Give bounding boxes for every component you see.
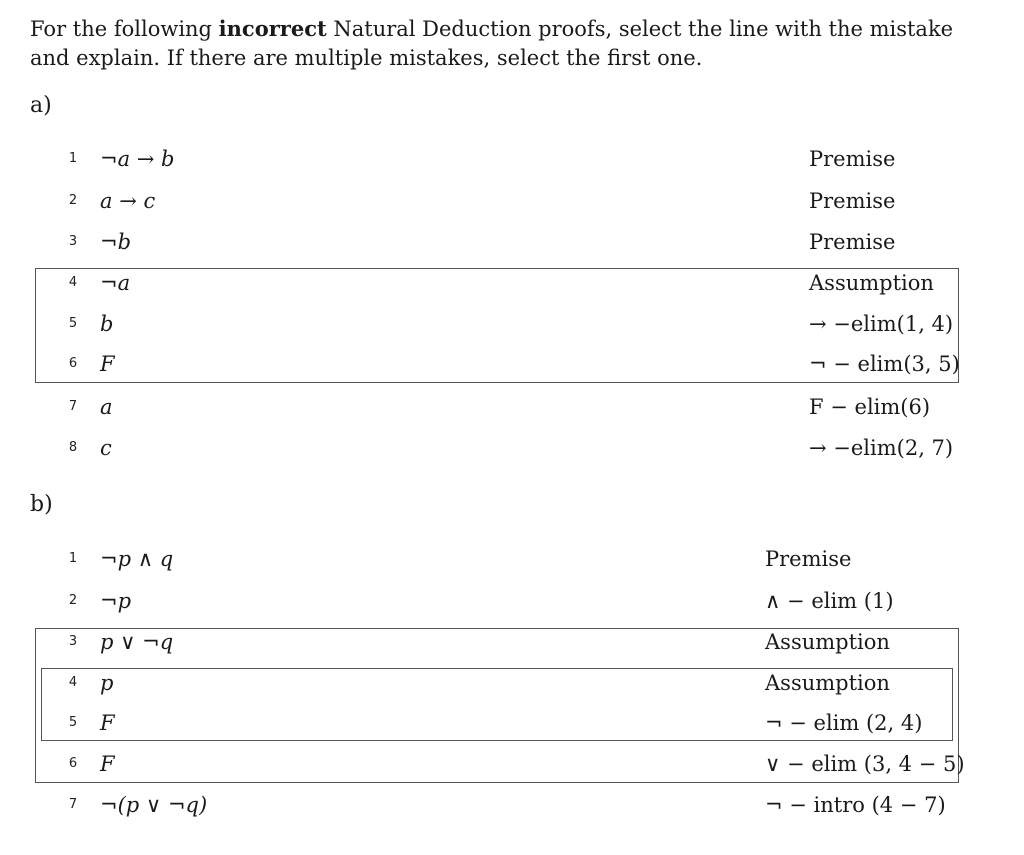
line-number: 5 xyxy=(68,715,78,730)
line-formula: F xyxy=(100,752,115,776)
line-number: 1 xyxy=(68,151,78,166)
line-number: 5 xyxy=(68,316,78,331)
line-number: 7 xyxy=(68,399,78,414)
line-justification: Premise xyxy=(809,147,896,171)
line-number: 4 xyxy=(68,675,78,690)
instructions-after-bold: Natural Deduction proofs, select the line with the mistake and explain. If there are multiple mistakes, select the first one. xyxy=(30,17,954,70)
line-justification: Premise xyxy=(765,547,852,571)
line-justification: → −elim(1, 4) xyxy=(809,312,954,336)
line-formula: F xyxy=(100,711,115,735)
instructions-text xyxy=(30,14,990,73)
line-justification: Premise xyxy=(809,230,896,254)
line-formula: ¬a → b xyxy=(100,147,175,171)
line-number: 6 xyxy=(68,356,78,371)
instructions-before-bold: For the following xyxy=(30,17,219,41)
line-formula: F xyxy=(100,352,115,376)
line-formula: ¬a xyxy=(100,271,131,295)
line-formula: ¬(p ∨ ¬q) xyxy=(100,793,208,817)
line-number: 2 xyxy=(68,193,78,208)
line-formula: a → c xyxy=(100,189,156,213)
line-number: 4 xyxy=(68,275,78,290)
line-formula: c xyxy=(100,436,112,460)
line-formula: ¬p xyxy=(100,589,132,613)
line-justification: Assumption xyxy=(809,271,934,295)
line-number: 3 xyxy=(68,634,78,649)
line-formula: ¬p ∧ q xyxy=(100,547,174,571)
proof-a-label: a) xyxy=(30,93,52,118)
line-justification: Premise xyxy=(809,189,896,213)
line-formula: ¬b xyxy=(100,230,132,254)
line-justification: ¬ − intro (4 − 7) xyxy=(765,793,946,817)
line-justification: ∧ − elim (1) xyxy=(765,589,894,613)
line-number: 2 xyxy=(68,593,78,608)
proof-b-label: b) xyxy=(30,492,53,517)
line-number: 1 xyxy=(68,551,78,566)
line-number: 7 xyxy=(68,797,78,812)
line-formula: p xyxy=(100,671,114,695)
line-justification: Assumption xyxy=(765,671,890,695)
line-number: 8 xyxy=(68,440,78,455)
line-justification: Assumption xyxy=(765,630,890,654)
line-formula: a xyxy=(100,395,113,419)
line-formula: b xyxy=(100,312,114,336)
line-justification: ¬ − elim (2, 4) xyxy=(765,711,923,735)
line-number: 3 xyxy=(68,234,78,249)
line-justification: ¬ − elim(3, 5) xyxy=(809,352,960,376)
line-formula: p ∨ ¬q xyxy=(100,630,174,654)
line-justification: ∨ − elim (3, 4 − 5) xyxy=(765,752,965,776)
line-justification: → −elim(2, 7) xyxy=(809,436,954,460)
line-justification: F − elim(6) xyxy=(809,395,931,419)
line-number: 6 xyxy=(68,756,78,771)
instructions-bold-word: incorrect xyxy=(218,16,327,41)
